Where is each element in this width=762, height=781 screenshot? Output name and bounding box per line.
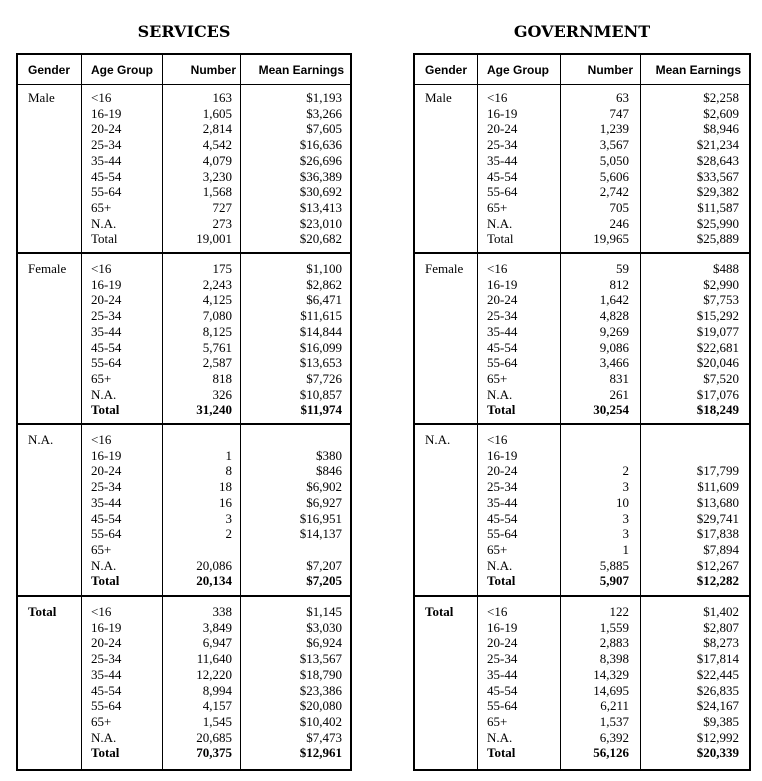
gender-label: N.A.	[425, 432, 451, 447]
mean-earnings-cell: $6,471	[306, 292, 342, 308]
mean-earnings-cell: $16,636	[299, 137, 342, 153]
mean-earnings-cell: $15,292	[696, 308, 739, 324]
number-cell: 2,587	[202, 355, 232, 371]
age-group-cell: 55-64	[487, 698, 518, 714]
number-cell: 812	[609, 276, 629, 292]
column-divider	[560, 55, 561, 769]
mean-earnings-cell: $380	[316, 447, 342, 463]
number-cell: 4,157	[202, 698, 232, 714]
mean-earnings-cell: $17,838	[696, 526, 739, 542]
number-cell: 30,254	[593, 402, 629, 418]
number-cell: 3	[622, 526, 629, 542]
header-number: Number	[190, 63, 236, 77]
mean-earnings-cell: $10,857	[299, 386, 342, 402]
mean-earnings-cell: $6,927	[306, 494, 342, 510]
services-panel	[16, 0, 352, 771]
government-panel	[413, 0, 751, 771]
mean-earnings-cell: $2,807	[703, 619, 739, 635]
age-group-cell: 25-34	[91, 308, 122, 324]
age-group-cell: 16-19	[91, 105, 122, 121]
number-cell: 8	[225, 463, 232, 479]
number-cell: 2,814	[202, 121, 232, 137]
header-age-group: Age Group	[91, 63, 153, 77]
group-divider	[18, 423, 350, 425]
age-group-cell: 55-64	[91, 355, 122, 371]
age-group-cell: <16	[91, 432, 112, 447]
mean-earnings-cell: $14,137	[299, 526, 342, 542]
mean-earnings-cell: $1,100	[306, 261, 342, 276]
number-cell: 7,080	[202, 308, 232, 324]
mean-earnings-cell: $29,382	[696, 184, 739, 200]
age-group-cell: 55-64	[91, 184, 122, 200]
column-divider	[240, 55, 241, 769]
number-cell: 5,606	[599, 168, 629, 184]
number-cell: 5,050	[599, 152, 629, 168]
mean-earnings-cell: $24,167	[696, 698, 739, 714]
age-group-cell: 45-54	[487, 168, 518, 184]
mean-earnings-cell: $7,753	[703, 292, 739, 308]
header-age-group: Age Group	[487, 63, 549, 77]
number-cell: 11,640	[196, 651, 232, 667]
mean-earnings-cell: $20,080	[299, 698, 342, 714]
age-group-cell: 20-24	[91, 635, 122, 651]
number-cell: 1,559	[599, 619, 629, 635]
group-divider	[18, 252, 350, 254]
mean-earnings-cell: $16,951	[299, 510, 342, 526]
number-cell: 747	[609, 105, 629, 121]
mean-earnings-cell: $1,193	[306, 90, 342, 105]
mean-earnings-cell: $7,205	[306, 573, 342, 589]
age-group-cell: 45-54	[487, 510, 518, 526]
age-group-cell: Total	[487, 402, 516, 418]
mean-earnings-cell: $17,814	[696, 651, 739, 667]
mean-earnings-cell: $488	[713, 261, 739, 276]
number-cell: 63	[616, 90, 629, 105]
age-group-cell: 16-19	[487, 447, 518, 463]
number-cell: 1,605	[202, 105, 232, 121]
header-mean-earnings: Mean Earnings	[258, 63, 344, 77]
mean-earnings-cell: $6,902	[306, 479, 342, 495]
number-cell: 3,849	[202, 619, 232, 635]
number-cell: 5,761	[202, 339, 232, 355]
group-divider	[18, 595, 350, 597]
age-group-cell: 16-19	[487, 105, 518, 121]
header-divider	[415, 84, 749, 85]
mean-earnings-cell: $2,990	[703, 276, 739, 292]
age-group-cell: N.A.	[91, 557, 117, 573]
gender-label: Male	[425, 90, 452, 105]
mean-earnings-cell: $846	[316, 463, 342, 479]
number-cell: 326	[212, 386, 232, 402]
mean-earnings-cell: $22,681	[696, 339, 739, 355]
mean-earnings-cell: $3,266	[306, 105, 342, 121]
number-cell: 4,125	[202, 292, 232, 308]
number-cell: 6,211	[600, 698, 629, 714]
number-cell: 8,994	[202, 682, 232, 698]
number-cell: 2,883	[599, 635, 629, 651]
number-cell: 18	[219, 479, 232, 495]
gender-label: Female	[28, 261, 67, 276]
mean-earnings-cell: $2,862	[306, 276, 342, 292]
age-group-cell: Total	[91, 231, 118, 247]
age-group-cell: 35-44	[91, 323, 122, 339]
column-divider	[477, 55, 478, 769]
mean-earnings-cell: $9,385	[703, 713, 739, 729]
mean-earnings-cell: $26,835	[696, 682, 739, 698]
number-cell: 831	[609, 370, 629, 386]
mean-earnings-cell: $18,790	[299, 666, 342, 682]
age-group-cell: 35-44	[91, 152, 122, 168]
number-cell: 8,125	[202, 323, 232, 339]
mean-earnings-cell: $11,609	[697, 479, 739, 495]
mean-earnings-cell: $7,473	[306, 729, 342, 745]
number-cell: 4,079	[202, 152, 232, 168]
number-cell: 31,240	[196, 402, 232, 418]
age-group-cell: 25-34	[487, 308, 518, 324]
column-divider	[81, 55, 82, 769]
mean-earnings-cell: $2,609	[703, 105, 739, 121]
table-box	[16, 53, 352, 771]
group-divider	[415, 423, 749, 425]
number-cell: 1,545	[202, 713, 232, 729]
mean-earnings-cell: $1,145	[306, 604, 342, 619]
age-group-cell: Total	[91, 745, 120, 761]
age-group-cell: 45-54	[91, 168, 122, 184]
age-group-cell: 16-19	[91, 276, 122, 292]
gender-label: N.A.	[28, 432, 54, 447]
age-group-cell: 25-34	[91, 651, 122, 667]
number-cell: 2	[622, 463, 629, 479]
age-group-cell: 45-54	[91, 339, 122, 355]
mean-earnings-cell: $3,030	[306, 619, 342, 635]
mean-earnings-cell: $20,046	[696, 355, 739, 371]
age-group-cell: 65+	[487, 370, 508, 386]
mean-earnings-cell: $6,924	[306, 635, 342, 651]
age-group-cell: Total	[487, 745, 516, 761]
mean-earnings-cell: $13,413	[299, 199, 342, 215]
mean-earnings-cell: $14,844	[299, 323, 342, 339]
mean-earnings-cell: $2,258	[703, 90, 739, 105]
age-group-cell: 65+	[91, 199, 112, 215]
number-cell: 818	[212, 370, 232, 386]
mean-earnings-cell: $11,587	[697, 199, 739, 215]
age-group-cell: 35-44	[91, 494, 122, 510]
age-group-cell: 16-19	[487, 276, 518, 292]
number-cell: 3	[622, 510, 629, 526]
number-cell: 5,885	[599, 557, 629, 573]
age-group-cell: N.A.	[487, 386, 513, 402]
age-group-cell: 20-24	[91, 121, 122, 137]
age-group-cell: 55-64	[91, 698, 122, 714]
column-divider	[162, 55, 163, 769]
age-group-cell: 20-24	[487, 635, 518, 651]
age-group-cell: 25-34	[487, 137, 518, 153]
mean-earnings-cell: $20,682	[299, 231, 342, 247]
mean-earnings-cell: $36,389	[299, 168, 342, 184]
age-group-cell: N.A.	[487, 557, 513, 573]
age-group-cell: <16	[487, 432, 508, 447]
number-cell: 1,537	[599, 713, 629, 729]
mean-earnings-cell: $13,567	[299, 651, 342, 667]
number-cell: 2	[225, 526, 232, 542]
number-cell: 1,642	[599, 292, 629, 308]
header-mean-earnings: Mean Earnings	[655, 63, 741, 77]
mean-earnings-cell: $8,273	[703, 635, 739, 651]
number-cell: 246	[609, 215, 629, 231]
age-group-cell: 45-54	[487, 339, 518, 355]
mean-earnings-cell: $30,692	[299, 184, 342, 200]
age-group-cell: 25-34	[487, 651, 518, 667]
number-cell: 9,269	[599, 323, 629, 339]
mean-earnings-cell: $7,894	[703, 541, 739, 557]
mean-earnings-cell: $25,889	[696, 231, 739, 247]
age-group-cell: 35-44	[487, 666, 518, 682]
number-cell: 3	[622, 479, 629, 495]
mean-earnings-cell: $7,605	[306, 121, 342, 137]
mean-earnings-cell: $11,615	[300, 308, 342, 324]
mean-earnings-cell: $21,234	[696, 137, 739, 153]
number-cell: 2,742	[599, 184, 629, 200]
age-group-cell: 55-64	[487, 184, 518, 200]
mean-earnings-cell: $7,520	[703, 370, 739, 386]
mean-earnings-cell: $12,267	[696, 557, 739, 573]
number-cell: 1	[622, 541, 629, 557]
number-cell: 175	[212, 261, 232, 276]
number-cell: 5,907	[599, 573, 629, 589]
age-group-cell: 45-54	[91, 510, 122, 526]
number-cell: 3,567	[599, 137, 629, 153]
age-group-cell: <16	[487, 261, 508, 276]
age-group-cell: 20-24	[91, 463, 122, 479]
number-cell: 4,542	[202, 137, 232, 153]
gender-label: Total	[425, 604, 454, 619]
column-divider	[640, 55, 641, 769]
number-cell: 8,398	[599, 651, 629, 667]
age-group-cell: 20-24	[487, 292, 518, 308]
age-group-cell: 55-64	[487, 355, 518, 371]
number-cell: 4,828	[599, 308, 629, 324]
age-group-cell: 55-64	[91, 526, 122, 542]
age-group-cell: N.A.	[487, 215, 513, 231]
mean-earnings-cell: $22,445	[696, 666, 739, 682]
mean-earnings-cell: $7,207	[306, 557, 342, 573]
number-cell: 1	[225, 447, 232, 463]
number-cell: 19,965	[593, 231, 629, 247]
age-group-cell: 35-44	[91, 666, 122, 682]
number-cell: 20,134	[196, 573, 232, 589]
mean-earnings-cell: $13,680	[696, 494, 739, 510]
number-cell: 16	[219, 494, 232, 510]
age-group-cell: 25-34	[487, 479, 518, 495]
number-cell: 20,086	[196, 557, 232, 573]
number-cell: 9,086	[599, 339, 629, 355]
age-group-cell: 65+	[487, 713, 508, 729]
number-cell: 59	[616, 261, 629, 276]
mean-earnings-cell: $17,799	[696, 463, 739, 479]
table-box	[413, 53, 751, 771]
group-divider	[415, 252, 749, 254]
mean-earnings-cell: $33,567	[696, 168, 739, 184]
age-group-cell: 55-64	[487, 526, 518, 542]
number-cell: 273	[212, 215, 232, 231]
age-group-cell: <16	[91, 261, 112, 276]
age-group-cell: N.A.	[91, 215, 117, 231]
mean-earnings-cell: $17,076	[696, 386, 739, 402]
age-group-cell: Total	[91, 573, 120, 589]
age-group-cell: 45-54	[487, 682, 518, 698]
group-divider	[415, 595, 749, 597]
age-group-cell: 65+	[487, 199, 508, 215]
mean-earnings-cell: $8,946	[703, 121, 739, 137]
mean-earnings-cell: $10,402	[299, 713, 342, 729]
number-cell: 10	[616, 494, 629, 510]
number-cell: 1,568	[202, 184, 232, 200]
number-cell: 56,126	[593, 745, 629, 761]
number-cell: 14,695	[593, 682, 629, 698]
gender-label: Total	[28, 604, 57, 619]
age-group-cell: 20-24	[91, 292, 122, 308]
mean-earnings-cell: $20,339	[696, 745, 739, 761]
age-group-cell: 65+	[91, 541, 112, 557]
number-cell: 1,239	[599, 121, 629, 137]
mean-earnings-cell: $1,402	[703, 604, 739, 619]
mean-earnings-cell: $18,249	[696, 402, 739, 418]
number-cell: 12,220	[196, 666, 232, 682]
number-cell: 20,685	[196, 729, 232, 745]
age-group-cell: 20-24	[487, 463, 518, 479]
age-group-cell: <16	[487, 90, 508, 105]
mean-earnings-cell: $26,696	[299, 152, 342, 168]
header-number: Number	[587, 63, 633, 77]
number-cell: 261	[609, 386, 629, 402]
number-cell: 6,392	[599, 729, 629, 745]
age-group-cell: 16-19	[91, 447, 122, 463]
age-group-cell: N.A.	[91, 386, 117, 402]
mean-earnings-cell: $16,099	[299, 339, 342, 355]
gender-label: Male	[28, 90, 55, 105]
number-cell: 3,466	[599, 355, 629, 371]
mean-earnings-cell: $29,741	[696, 510, 739, 526]
panel-title: SERVICES	[137, 22, 231, 41]
panel-title: GOVERNMENT	[513, 22, 651, 41]
age-group-cell: 16-19	[91, 619, 122, 635]
age-group-cell: 45-54	[91, 682, 122, 698]
number-cell: 727	[212, 199, 232, 215]
mean-earnings-cell: $13,653	[299, 355, 342, 371]
age-group-cell: 16-19	[487, 619, 518, 635]
mean-earnings-cell: $11,974	[300, 402, 342, 418]
number-cell: 6,947	[202, 635, 232, 651]
mean-earnings-cell: $23,386	[299, 682, 342, 698]
age-group-cell: 35-44	[487, 494, 518, 510]
age-group-cell: Total	[487, 231, 514, 247]
mean-earnings-cell: $7,726	[306, 370, 342, 386]
number-cell: 19,001	[196, 231, 232, 247]
number-cell: 705	[609, 199, 629, 215]
number-cell: 338	[212, 604, 232, 619]
header-gender: Gender	[28, 63, 71, 77]
age-group-cell: 25-34	[91, 479, 122, 495]
header-gender: Gender	[425, 63, 468, 77]
age-group-cell: <16	[487, 604, 508, 619]
age-group-cell: Total	[487, 573, 516, 589]
age-group-cell: 65+	[487, 541, 508, 557]
age-group-cell: <16	[91, 90, 112, 105]
gender-label: Female	[425, 261, 464, 276]
age-group-cell: 25-34	[91, 137, 122, 153]
number-cell: 3,230	[202, 168, 232, 184]
age-group-cell: 65+	[91, 713, 112, 729]
mean-earnings-cell: $23,010	[299, 215, 342, 231]
number-cell: 14,329	[593, 666, 629, 682]
mean-earnings-cell: $28,643	[696, 152, 739, 168]
number-cell: 122	[609, 604, 629, 619]
number-cell: 70,375	[196, 745, 232, 761]
mean-earnings-cell: $25,990	[696, 215, 739, 231]
age-group-cell: 65+	[91, 370, 112, 386]
mean-earnings-cell: $12,282	[696, 573, 739, 589]
mean-earnings-cell: $19,077	[696, 323, 739, 339]
number-cell: 163	[212, 90, 232, 105]
age-group-cell: 35-44	[487, 323, 518, 339]
age-group-cell: 35-44	[487, 152, 518, 168]
age-group-cell: N.A.	[487, 729, 513, 745]
age-group-cell: Total	[91, 402, 120, 418]
age-group-cell: <16	[91, 604, 112, 619]
mean-earnings-cell: $12,992	[696, 729, 739, 745]
age-group-cell: N.A.	[91, 729, 117, 745]
number-cell: 3	[225, 510, 232, 526]
age-group-cell: 20-24	[487, 121, 518, 137]
header-divider	[18, 84, 350, 85]
mean-earnings-cell: $12,961	[299, 745, 342, 761]
number-cell: 2,243	[202, 276, 232, 292]
